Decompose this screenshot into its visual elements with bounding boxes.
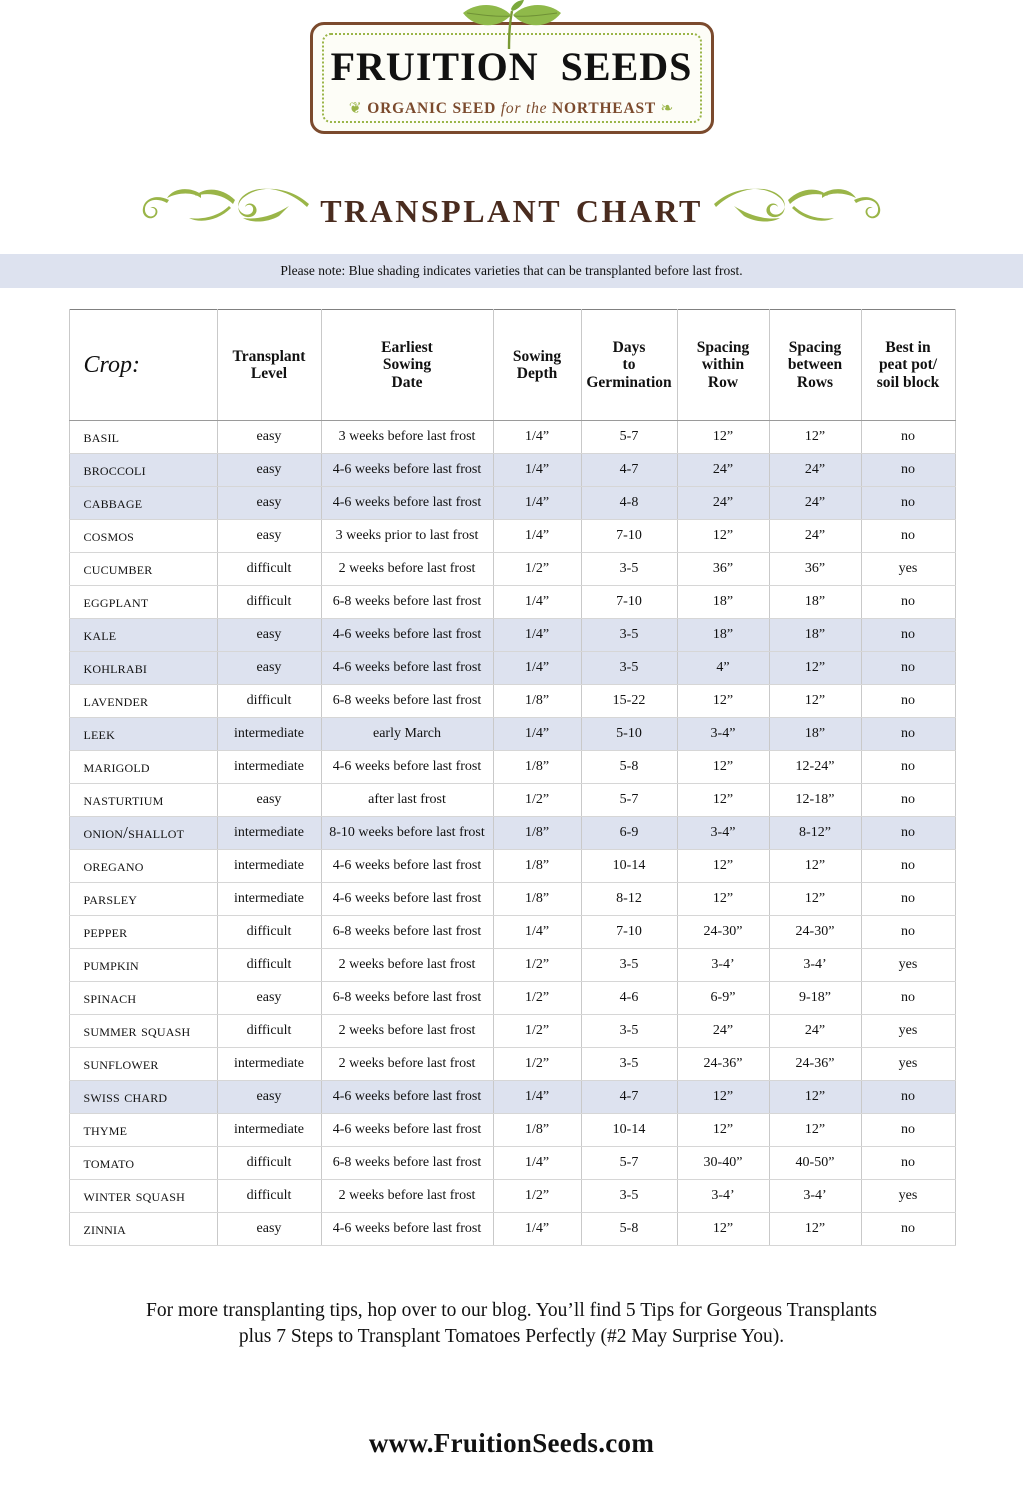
- cell-best-in-peat-pot: no: [861, 421, 955, 454]
- page-title: transplant chart: [320, 182, 703, 232]
- cell-spacing-between-rows: 18”: [769, 718, 861, 751]
- table-row: [69, 949, 955, 982]
- cell-transplant-level: difficult: [217, 1015, 321, 1048]
- note-banner: [0, 254, 1023, 288]
- header-line: Level: [250, 365, 288, 382]
- header-line: Date: [391, 373, 423, 391]
- cell-sowing-depth: 1/4”: [493, 652, 581, 685]
- cell-days-to-germination: 4-7: [581, 1081, 677, 1114]
- table-row: [69, 850, 955, 883]
- cell-best-in-peat-pot: no: [861, 1213, 955, 1246]
- cell-best-in-peat-pot: no: [861, 916, 955, 949]
- header-line: Sowing: [512, 347, 562, 365]
- column-header-transplant-level: [217, 310, 321, 421]
- cell-days-to-germination: 6-9: [581, 817, 677, 850]
- cell-transplant-level: intermediate: [217, 751, 321, 784]
- cell-spacing-between-rows: 12”: [769, 1213, 861, 1246]
- table-row: [69, 586, 955, 619]
- cell-transplant-level: intermediate: [217, 850, 321, 883]
- cell-days-to-germination: 7-10: [581, 520, 677, 553]
- cell-transplant-level: easy: [217, 1081, 321, 1114]
- cell-spacing-between-rows: 24”: [769, 487, 861, 520]
- cell-spacing-between-rows: 12”: [769, 1114, 861, 1147]
- cell-spacing-within-row: 24-36”: [677, 1048, 769, 1081]
- cell-crop: cosmos: [69, 520, 217, 553]
- table-row: [69, 784, 955, 817]
- cell-days-to-germination: 5-10: [581, 718, 677, 751]
- cell-spacing-between-rows: 12”: [769, 421, 861, 454]
- cell-earliest-sowing-date: 3 weeks prior to last frost: [321, 520, 493, 553]
- cell-crop: swiss chard: [69, 1081, 217, 1114]
- cell-transplant-level: easy: [217, 421, 321, 454]
- cell-sowing-depth: 1/2”: [493, 982, 581, 1015]
- cell-days-to-germination: 7-10: [581, 586, 677, 619]
- flourish-left-icon: ❦: [348, 100, 363, 117]
- table-row: [69, 883, 955, 916]
- cell-crop: kale: [69, 619, 217, 652]
- column-header-earliest-sowing-date: [321, 310, 493, 421]
- cell-transplant-level: easy: [217, 652, 321, 685]
- cell-spacing-within-row: 12”: [677, 784, 769, 817]
- logo-tagline: [313, 99, 711, 118]
- cell-spacing-between-rows: 12”: [769, 883, 861, 916]
- table-row: [69, 487, 955, 520]
- column-header-best-in-peat-pot: [861, 310, 955, 421]
- cell-sowing-depth: 1/2”: [493, 784, 581, 817]
- cell-crop: sunflower: [69, 1048, 217, 1081]
- cell-best-in-peat-pot: no: [861, 883, 955, 916]
- cell-crop: summer squash: [69, 1015, 217, 1048]
- cell-crop: leek: [69, 718, 217, 751]
- cell-transplant-level: easy: [217, 784, 321, 817]
- cell-crop: onion/shallot: [69, 817, 217, 850]
- header-line: Germination: [586, 373, 672, 391]
- cell-sowing-depth: 1/2”: [493, 949, 581, 982]
- header-line: Spacing: [788, 338, 842, 356]
- website-url[interactable]: www.FruitionSeeds.com: [368, 1428, 655, 1458]
- table-row: [69, 817, 955, 850]
- cell-crop: zinnia: [69, 1213, 217, 1246]
- cell-spacing-between-rows: 40-50”: [769, 1147, 861, 1180]
- cell-spacing-within-row: 12”: [677, 421, 769, 454]
- cell-sowing-depth: 1/2”: [493, 553, 581, 586]
- cell-crop: oregano: [69, 850, 217, 883]
- cell-transplant-level: difficult: [217, 685, 321, 718]
- cell-sowing-depth: 1/2”: [493, 1015, 581, 1048]
- cell-crop: pumpkin: [69, 949, 217, 982]
- cell-best-in-peat-pot: no: [861, 685, 955, 718]
- table-body: [69, 421, 955, 1246]
- cell-earliest-sowing-date: 2 weeks before last frost: [321, 553, 493, 586]
- cell-days-to-germination: 4-7: [581, 454, 677, 487]
- cell-transplant-level: easy: [217, 619, 321, 652]
- cell-best-in-peat-pot: no: [861, 619, 955, 652]
- cell-days-to-germination: 10-14: [581, 850, 677, 883]
- cell-spacing-within-row: 12”: [677, 1213, 769, 1246]
- table-row: [69, 454, 955, 487]
- cell-sowing-depth: 1/4”: [493, 421, 581, 454]
- cell-crop: winter squash: [69, 1180, 217, 1213]
- leaf-flourish-left-icon: [139, 176, 314, 238]
- cell-days-to-germination: 10-14: [581, 1114, 677, 1147]
- table-row: [69, 520, 955, 553]
- cell-best-in-peat-pot: yes: [861, 1180, 955, 1213]
- cell-spacing-within-row: 24-30”: [677, 916, 769, 949]
- page-title-row: [0, 176, 1023, 238]
- cell-spacing-within-row: 3-4”: [677, 718, 769, 751]
- cell-earliest-sowing-date: 4-6 weeks before last frost: [321, 619, 493, 652]
- cell-spacing-between-rows: 3-4’: [769, 1180, 861, 1213]
- cell-spacing-within-row: 3-4’: [677, 1180, 769, 1213]
- cell-sowing-depth: 1/8”: [493, 751, 581, 784]
- cell-spacing-between-rows: 24”: [769, 1015, 861, 1048]
- cell-best-in-peat-pot: yes: [861, 949, 955, 982]
- logo-header: [0, 0, 1023, 134]
- cell-best-in-peat-pot: no: [861, 982, 955, 1015]
- cell-best-in-peat-pot: no: [861, 520, 955, 553]
- cell-sowing-depth: 1/8”: [493, 817, 581, 850]
- cell-days-to-germination: 7-10: [581, 916, 677, 949]
- cell-best-in-peat-pot: yes: [861, 553, 955, 586]
- cell-crop: broccoli: [69, 454, 217, 487]
- cell-earliest-sowing-date: 2 weeks before last frost: [321, 949, 493, 982]
- cell-transplant-level: easy: [217, 982, 321, 1015]
- table-row: [69, 1048, 955, 1081]
- cell-sowing-depth: 1/4”: [493, 586, 581, 619]
- cell-spacing-within-row: 12”: [677, 520, 769, 553]
- cell-earliest-sowing-date: 4-6 weeks before last frost: [321, 487, 493, 520]
- cell-spacing-between-rows: 12”: [769, 685, 861, 718]
- header-line: Row: [707, 373, 739, 391]
- cell-spacing-between-rows: 12-18”: [769, 784, 861, 817]
- cell-days-to-germination: 4-6: [581, 982, 677, 1015]
- cell-crop: tomato: [69, 1147, 217, 1180]
- cell-best-in-peat-pot: no: [861, 784, 955, 817]
- cell-spacing-between-rows: 12-24”: [769, 751, 861, 784]
- cell-sowing-depth: 1/8”: [493, 850, 581, 883]
- table-row: [69, 1180, 955, 1213]
- logo-brand-secondary: SEEDS: [560, 44, 693, 89]
- cell-best-in-peat-pot: no: [861, 718, 955, 751]
- cell-spacing-between-rows: 18”: [769, 619, 861, 652]
- cell-best-in-peat-pot: yes: [861, 1048, 955, 1081]
- cell-crop: parsley: [69, 883, 217, 916]
- cell-earliest-sowing-date: 2 weeks before last frost: [321, 1180, 493, 1213]
- cell-best-in-peat-pot: no: [861, 454, 955, 487]
- cell-spacing-within-row: 18”: [677, 619, 769, 652]
- transplant-chart-table: [69, 309, 956, 1246]
- cell-days-to-germination: 5-7: [581, 421, 677, 454]
- header-line: Transplant: [232, 347, 306, 365]
- cell-spacing-within-row: 6-9”: [677, 982, 769, 1015]
- cell-sowing-depth: 1/4”: [493, 718, 581, 751]
- table-row: [69, 916, 955, 949]
- leaf-flourish-right-icon: [709, 176, 884, 238]
- cell-best-in-peat-pot: no: [861, 487, 955, 520]
- cell-days-to-germination: 4-8: [581, 487, 677, 520]
- cell-transplant-level: easy: [217, 487, 321, 520]
- table-header-row: [69, 310, 955, 421]
- column-header-spacing-between-rows: [769, 310, 861, 421]
- cell-crop: kohlrabi: [69, 652, 217, 685]
- header-line: Days: [612, 338, 646, 356]
- cell-transplant-level: intermediate: [217, 718, 321, 751]
- footer-note-line1: For more transplanting tips, hop over to our blog. You’ll find 5 Tips for Gorgeous Transplants: [146, 1300, 877, 1321]
- cell-sowing-depth: 1/2”: [493, 1180, 581, 1213]
- cell-best-in-peat-pot: no: [861, 850, 955, 883]
- cell-days-to-germination: 3-5: [581, 1015, 677, 1048]
- cell-spacing-between-rows: 9-18”: [769, 982, 861, 1015]
- cell-spacing-within-row: 12”: [677, 1081, 769, 1114]
- cell-sowing-depth: 1/8”: [493, 1114, 581, 1147]
- logo-tagline-italic: for the: [500, 100, 548, 117]
- cell-best-in-peat-pot: no: [861, 817, 955, 850]
- cell-spacing-between-rows: 12”: [769, 850, 861, 883]
- cell-best-in-peat-pot: no: [861, 652, 955, 685]
- cell-earliest-sowing-date: 4-6 weeks before last frost: [321, 454, 493, 487]
- cell-sowing-depth: 1/4”: [493, 1081, 581, 1114]
- header-line: Rows: [796, 373, 834, 391]
- cell-crop: basil: [69, 421, 217, 454]
- cell-days-to-germination: 3-5: [581, 652, 677, 685]
- cell-transplant-level: difficult: [217, 916, 321, 949]
- cell-spacing-between-rows: 3-4’: [769, 949, 861, 982]
- cell-spacing-within-row: 24”: [677, 1015, 769, 1048]
- cell-earliest-sowing-date: 2 weeks before last frost: [321, 1015, 493, 1048]
- cell-spacing-within-row: 30-40”: [677, 1147, 769, 1180]
- cell-best-in-peat-pot: no: [861, 1081, 955, 1114]
- cell-sowing-depth: 1/4”: [493, 520, 581, 553]
- header-line: between: [787, 356, 843, 374]
- transplant-chart-table-wrap: [69, 309, 955, 1246]
- cell-spacing-within-row: 18”: [677, 586, 769, 619]
- cell-crop: lavender: [69, 685, 217, 718]
- table-row: [69, 1147, 955, 1180]
- cell-days-to-germination: 5-7: [581, 1147, 677, 1180]
- cell-earliest-sowing-date: after last frost: [321, 784, 493, 817]
- cell-earliest-sowing-date: 4-6 weeks before last frost: [321, 1114, 493, 1147]
- cell-transplant-level: difficult: [217, 1180, 321, 1213]
- cell-crop: pepper: [69, 916, 217, 949]
- cell-earliest-sowing-date: 4-6 weeks before last frost: [321, 751, 493, 784]
- header-line: within: [701, 356, 745, 374]
- logo-brand-primary: FRUITION: [330, 44, 539, 89]
- cell-earliest-sowing-date: 4-6 weeks before last frost: [321, 1081, 493, 1114]
- cell-crop: cabbage: [69, 487, 217, 520]
- header-line: soil block: [876, 373, 940, 391]
- cell-spacing-within-row: 3-4”: [677, 817, 769, 850]
- table-row: [69, 1114, 955, 1147]
- cell-spacing-between-rows: 12”: [769, 1081, 861, 1114]
- cell-best-in-peat-pot: no: [861, 1147, 955, 1180]
- cell-earliest-sowing-date: 8-10 weeks before last frost: [321, 817, 493, 850]
- cell-spacing-between-rows: 24”: [769, 454, 861, 487]
- footer-note-line2: plus 7 Steps to Transplant Tomatoes Perfectly (#2 May Surprise You).: [238, 1326, 785, 1348]
- table-row: [69, 1081, 955, 1114]
- cell-earliest-sowing-date: 4-6 weeks before last frost: [321, 652, 493, 685]
- table-row: [69, 685, 955, 718]
- cell-spacing-within-row: 12”: [677, 685, 769, 718]
- cell-spacing-within-row: 3-4’: [677, 949, 769, 982]
- cell-spacing-between-rows: 24-30”: [769, 916, 861, 949]
- cell-spacing-within-row: 12”: [677, 850, 769, 883]
- table-row: [69, 553, 955, 586]
- cell-days-to-germination: 3-5: [581, 949, 677, 982]
- cell-spacing-between-rows: 24-36”: [769, 1048, 861, 1081]
- column-header-spacing-within-row: [677, 310, 769, 421]
- cell-spacing-within-row: 24”: [677, 487, 769, 520]
- table-row: [69, 1213, 955, 1246]
- table-row: [69, 652, 955, 685]
- cell-days-to-germination: 3-5: [581, 1180, 677, 1213]
- cell-earliest-sowing-date: 3 weeks before last frost: [321, 421, 493, 454]
- cell-earliest-sowing-date: 6-8 weeks before last frost: [321, 586, 493, 619]
- cell-days-to-germination: 5-8: [581, 751, 677, 784]
- cell-crop: thyme: [69, 1114, 217, 1147]
- cell-spacing-within-row: 4”: [677, 652, 769, 685]
- cell-transplant-level: easy: [217, 454, 321, 487]
- cell-transplant-level: intermediate: [217, 1048, 321, 1081]
- cell-earliest-sowing-date: 4-6 weeks before last frost: [321, 883, 493, 916]
- cell-sowing-depth: 1/4”: [493, 487, 581, 520]
- cell-transplant-level: intermediate: [217, 883, 321, 916]
- cell-earliest-sowing-date: 4-6 weeks before last frost: [321, 1213, 493, 1246]
- cell-crop: cucumber: [69, 553, 217, 586]
- header-line: Depth: [516, 365, 558, 382]
- cell-sowing-depth: 1/4”: [493, 916, 581, 949]
- cell-earliest-sowing-date: 4-6 weeks before last frost: [321, 850, 493, 883]
- cell-spacing-between-rows: 12”: [769, 652, 861, 685]
- cell-crop: spinach: [69, 982, 217, 1015]
- cell-sowing-depth: 1/4”: [493, 454, 581, 487]
- cell-transplant-level: difficult: [217, 949, 321, 982]
- cell-transplant-level: difficult: [217, 586, 321, 619]
- header-line: Spacing: [696, 338, 750, 356]
- cell-days-to-germination: 3-5: [581, 553, 677, 586]
- note-text: Please note: Blue shading indicates varieties that can be transplanted before last frost.: [280, 263, 743, 278]
- cell-spacing-within-row: 12”: [677, 751, 769, 784]
- cell-best-in-peat-pot: yes: [861, 1015, 955, 1048]
- logo-box: [310, 22, 714, 134]
- cell-days-to-germination: 8-12: [581, 883, 677, 916]
- cell-transplant-level: intermediate: [217, 817, 321, 850]
- cell-sowing-depth: 1/2”: [493, 1048, 581, 1081]
- cell-earliest-sowing-date: 6-8 weeks before last frost: [321, 916, 493, 949]
- flourish-right-icon: ❧: [660, 100, 675, 117]
- footer-note: [112, 1298, 912, 1351]
- cell-spacing-within-row: 12”: [677, 1114, 769, 1147]
- cell-earliest-sowing-date: 6-8 weeks before last frost: [321, 982, 493, 1015]
- cell-transplant-level: easy: [217, 1213, 321, 1246]
- cell-spacing-between-rows: 36”: [769, 553, 861, 586]
- cell-best-in-peat-pot: no: [861, 586, 955, 619]
- table-row: [69, 1015, 955, 1048]
- cell-days-to-germination: 15-22: [581, 685, 677, 718]
- cell-spacing-within-row: 36”: [677, 553, 769, 586]
- table-row: [69, 982, 955, 1015]
- column-header-days-to-germination: [581, 310, 677, 421]
- cell-crop: eggplant: [69, 586, 217, 619]
- cell-days-to-germination: 3-5: [581, 1048, 677, 1081]
- column-header-sowing-depth: [493, 310, 581, 421]
- header-line: Best in: [885, 338, 931, 356]
- cell-earliest-sowing-date: early March: [321, 718, 493, 751]
- cell-days-to-germination: 5-7: [581, 784, 677, 817]
- cell-earliest-sowing-date: 6-8 weeks before last frost: [321, 1147, 493, 1180]
- cell-spacing-between-rows: 18”: [769, 586, 861, 619]
- cell-sowing-depth: 1/8”: [493, 685, 581, 718]
- cell-spacing-between-rows: 8-12”: [769, 817, 861, 850]
- cell-transplant-level: difficult: [217, 553, 321, 586]
- cell-spacing-between-rows: 24”: [769, 520, 861, 553]
- cell-best-in-peat-pot: no: [861, 1114, 955, 1147]
- cell-days-to-germination: 5-8: [581, 1213, 677, 1246]
- cell-sowing-depth: 1/8”: [493, 883, 581, 916]
- header-line: to: [622, 356, 636, 374]
- header-line: Sowing: [382, 356, 432, 374]
- cell-transplant-level: intermediate: [217, 1114, 321, 1147]
- cell-earliest-sowing-date: 6-8 weeks before last frost: [321, 685, 493, 718]
- column-header-crop: Crop:: [69, 310, 217, 421]
- cell-transplant-level: easy: [217, 520, 321, 553]
- logo-tagline-part1: ORGANIC SEED: [367, 100, 497, 117]
- cell-spacing-within-row: 24”: [677, 454, 769, 487]
- table-row: [69, 619, 955, 652]
- cell-sowing-depth: 1/4”: [493, 1213, 581, 1246]
- cell-spacing-within-row: 12”: [677, 883, 769, 916]
- cell-transplant-level: difficult: [217, 1147, 321, 1180]
- cell-crop: marigold: [69, 751, 217, 784]
- table-row: [69, 751, 955, 784]
- cell-earliest-sowing-date: 2 weeks before last frost: [321, 1048, 493, 1081]
- cell-days-to-germination: 3-5: [581, 619, 677, 652]
- header-line: peat pot/: [878, 356, 938, 374]
- logo-tagline-part2: NORTHEAST: [552, 100, 656, 117]
- table-row: [69, 718, 955, 751]
- cell-sowing-depth: 1/4”: [493, 619, 581, 652]
- header-line: Earliest: [381, 338, 433, 356]
- cell-best-in-peat-pot: no: [861, 751, 955, 784]
- cell-crop: nasturtium: [69, 784, 217, 817]
- logo-brand-title: [313, 43, 711, 90]
- cell-sowing-depth: 1/4”: [493, 1147, 581, 1180]
- table-row: [69, 421, 955, 454]
